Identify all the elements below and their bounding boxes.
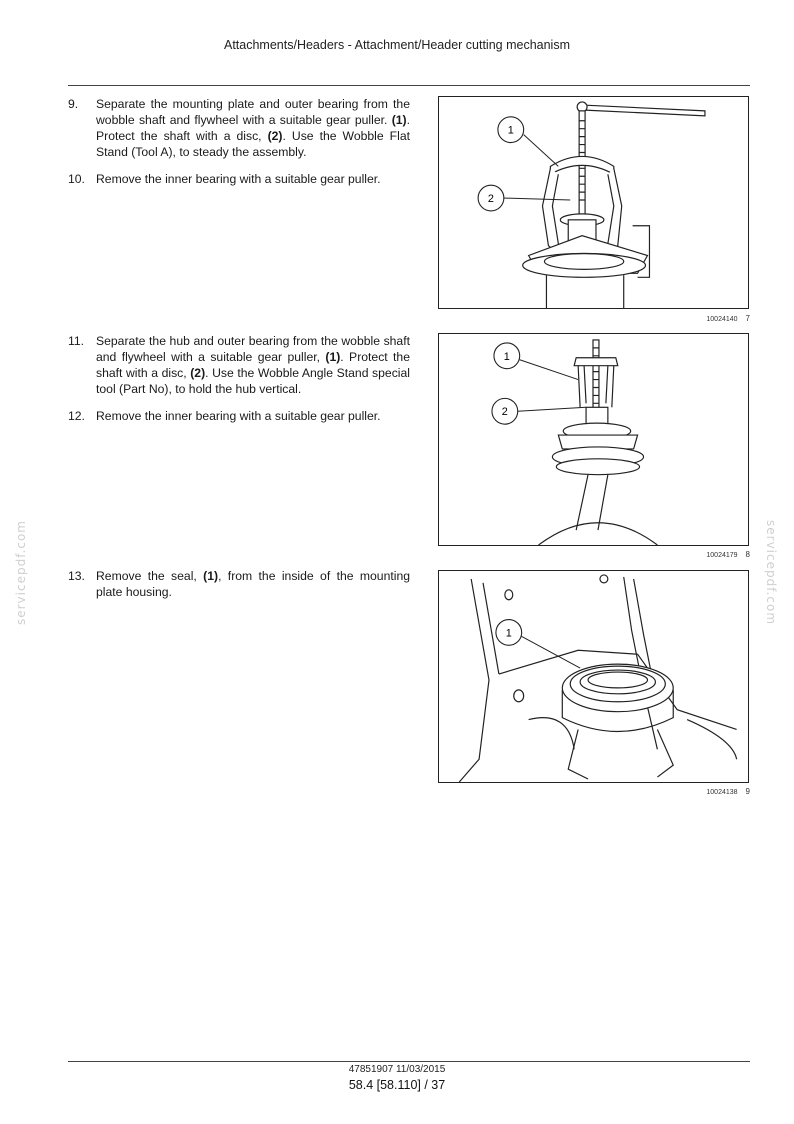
figure-9-caption	[706, 787, 750, 796]
gear-puller-drawing	[439, 97, 748, 308]
figure-7-caption	[706, 314, 750, 323]
figure-8-caption	[706, 550, 750, 559]
document-reference: 47851907 11/03/2015	[348, 1064, 446, 1075]
watermark-left: servicepdf.com	[14, 520, 28, 626]
step-text: Separate the mounting plate and outer bearing from the wobble shaft and flywheel with a suitable gear puller. (1). Protect the shaft with a disc, (2). Use the Wobble Flat Stand (Tool A), to steady the assembly.	[96, 97, 410, 159]
figure-number: 7	[745, 314, 750, 323]
page-number: 58.4 [58.110] / 37	[348, 1078, 446, 1092]
steps-group-1	[68, 96, 410, 198]
step-text: Separate the hub and outer bearing from the wobble shaft and flywheel with a suitable gear puller, (1). Protect the shaft with a disc, (2). Use the Wobble Angle Stand special tool (Part No), to hold the hub vertical.	[96, 334, 410, 396]
figure-8-illustration	[438, 333, 749, 546]
figure-number: 9	[745, 787, 750, 796]
header-rule	[68, 85, 750, 86]
hub-puller-drawing	[439, 334, 748, 545]
callout-1-label: 1	[505, 627, 512, 640]
step-number: 12.	[68, 409, 85, 423]
step-11	[68, 333, 410, 397]
steps-group-3	[68, 568, 410, 611]
step-12	[68, 408, 410, 424]
step-9	[68, 96, 410, 160]
step-text: Remove the seal, (1), from the inside of the mounting plate housing.	[96, 569, 411, 599]
figure-code: 10024138	[706, 789, 738, 796]
figure-7-illustration	[438, 96, 749, 309]
callout-1-leader	[524, 135, 559, 167]
callout-1-label: 1	[503, 350, 510, 363]
callout-2-label: 2	[501, 406, 508, 419]
callout-1-label: 1	[507, 124, 514, 137]
step-13	[68, 568, 410, 600]
callout-1-leader	[520, 360, 578, 380]
step-number: 13.	[68, 569, 85, 583]
watermark-right: servicepdf.com	[764, 520, 778, 626]
page-header: Attachments/Headers - Attachment/Header cutting mechanism	[224, 38, 570, 52]
callout-2-leader	[518, 407, 586, 411]
step-number: 10.	[68, 172, 85, 186]
step-number: 9.	[68, 97, 79, 111]
step-text: Remove the inner bearing with a suitable gear puller.	[96, 172, 381, 186]
callout-2-leader	[504, 198, 570, 200]
figure-code: 10024140	[706, 316, 738, 323]
figure-9-illustration	[438, 570, 749, 783]
footer-rule	[68, 1061, 750, 1062]
callout-2-label: 2	[487, 193, 495, 206]
step-text: Remove the inner bearing with a suitable gear puller.	[96, 409, 381, 423]
step-10	[68, 171, 410, 187]
figure-number: 8	[745, 550, 750, 559]
steps-group-2	[68, 333, 410, 435]
step-number: 11.	[68, 334, 85, 348]
figure-code: 10024179	[706, 552, 738, 559]
seal-housing-drawing	[439, 571, 748, 782]
